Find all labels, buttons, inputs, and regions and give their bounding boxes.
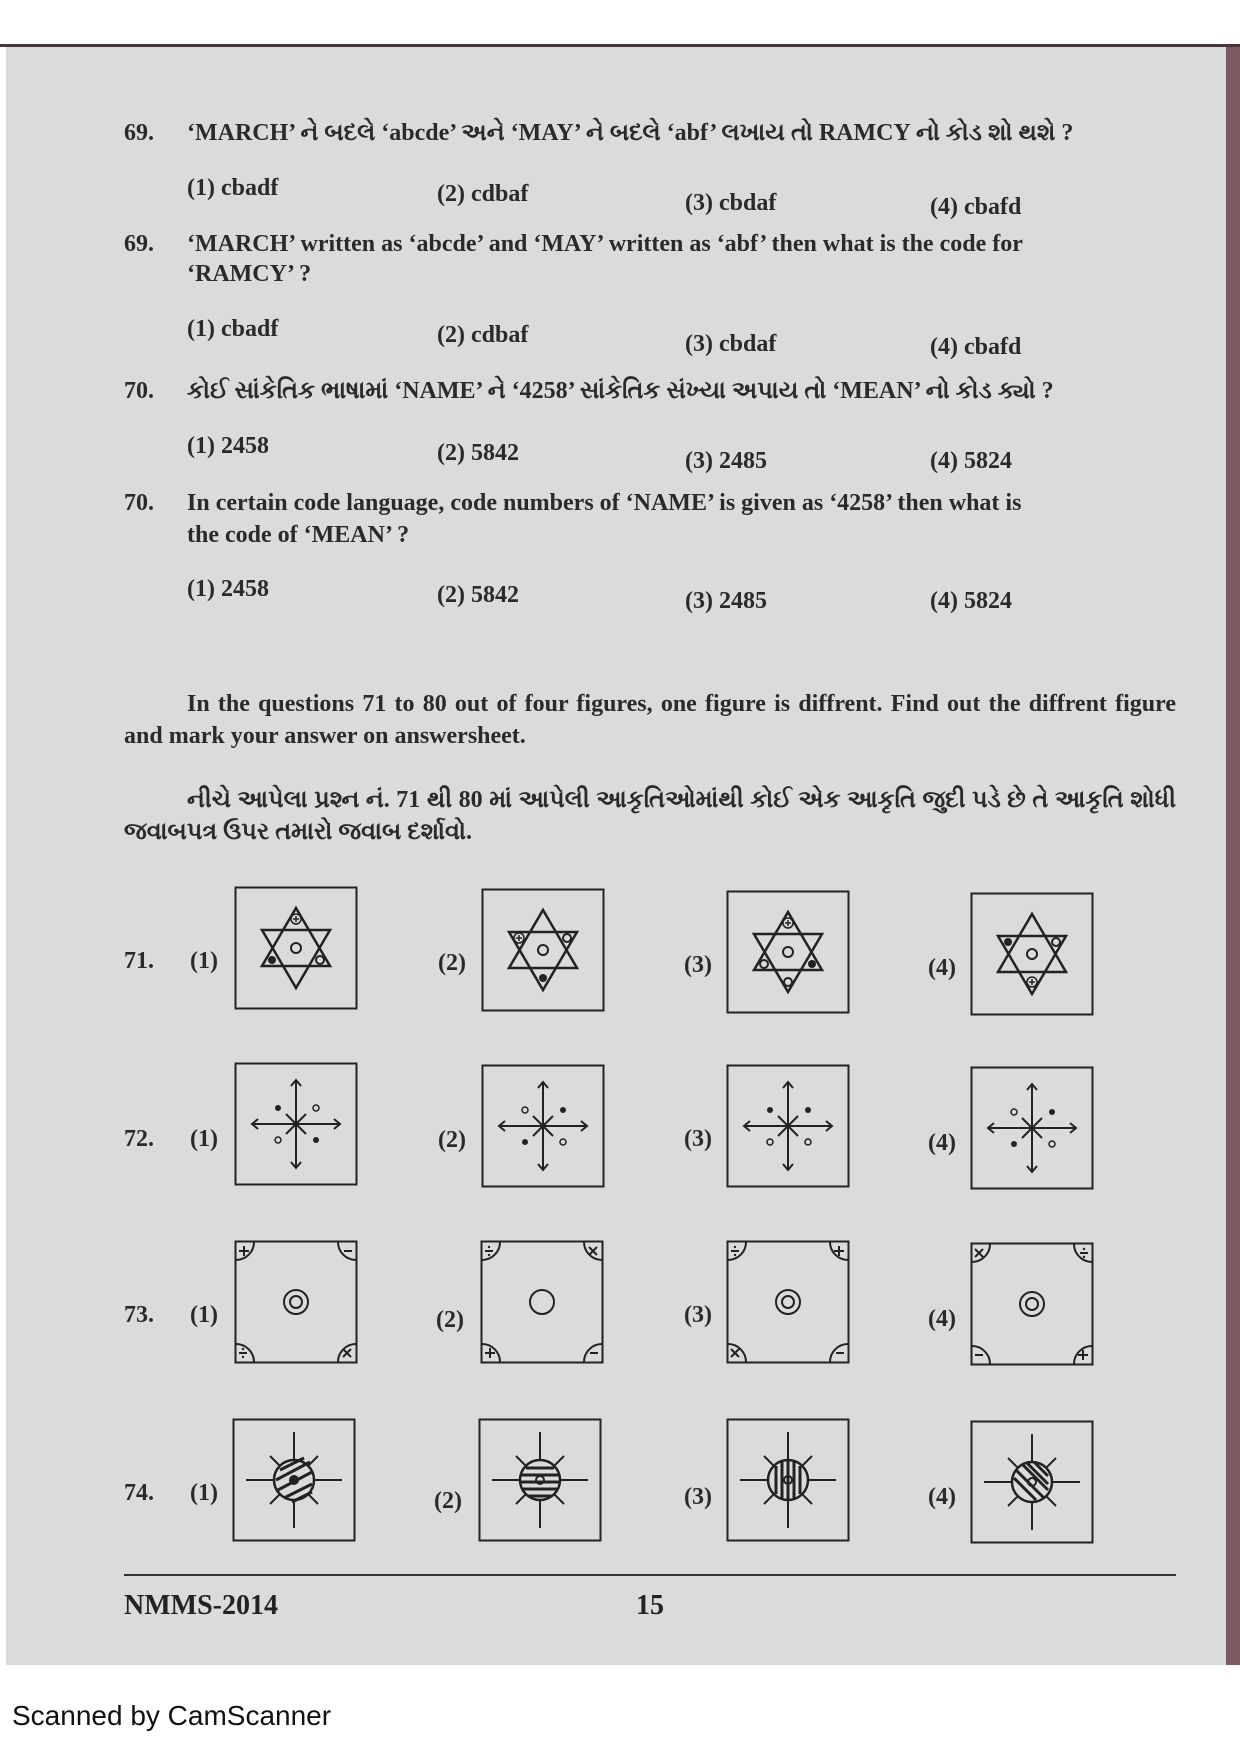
q70-gu-option-3: (3) 2485	[685, 448, 767, 474]
q71-figure-1	[234, 886, 358, 1010]
q70-gu-text: કોઈ સાંકેતિક ભાષામાં ‘NAME’ ને ‘4258’ સાંકેતિક સંખ્યા અપાય તો ‘MEAN’ નો કોડ ક્યો ?	[187, 378, 1054, 404]
q73-figure-2	[480, 1240, 604, 1364]
instructions-gu: નીચે આપેલા પ્રશ્ન નં. 71 થી 80 માં આપેલી આકૃતિઓમાંથી કોઈ એક આકૃતિ જુદી પડે છે તે આકૃતિ શોધી જવાબપત્ર ઉપર તમારો જવાબ દર્શાવો.	[124, 787, 1176, 845]
q74-figure-1	[232, 1418, 356, 1542]
q70-gu-number: 70.	[124, 378, 154, 404]
q72-label-3: (3)	[684, 1126, 712, 1152]
q74-label-4: (4)	[928, 1484, 956, 1510]
q74-figure-3	[726, 1418, 850, 1542]
q70-en-option-2: (2) 5842	[437, 582, 519, 608]
footer-page-number: 15	[636, 1590, 664, 1621]
q74-label-3: (3)	[684, 1484, 712, 1510]
q71-figure-4	[970, 892, 1094, 1016]
q72-label-2: (2)	[438, 1127, 466, 1153]
q69-en-option-4: (4) cbafd	[930, 334, 1022, 360]
q69-gu-option-1: (1) cbadf	[187, 175, 279, 201]
q71-label-1: (1)	[190, 948, 218, 974]
q71-label-3: (3)	[684, 952, 712, 978]
q69-gu-text: ‘MARCH’ ને બદલે ‘abcde’ અને ‘MAY’ ને બદલે ‘abf’ લખાય તો RAMCY નો કોડ શો થશે ?	[187, 120, 1074, 146]
q72-figure-3	[726, 1064, 850, 1188]
q69-en-number: 69.	[124, 231, 154, 257]
q69-en-option-2: (2) cdbaf	[437, 322, 529, 348]
q70-en-option-3: (3) 2485	[685, 588, 767, 614]
q69-gu-option-2: (2) cdbaf	[437, 181, 529, 207]
q74-figure-2	[478, 1418, 602, 1542]
scan-top-band	[0, 0, 1240, 46]
q74-number: 74.	[124, 1480, 154, 1506]
q72-figure-4	[970, 1066, 1094, 1190]
q70-en-option-4: (4) 5824	[930, 588, 1012, 614]
q70-gu-option-1: (1) 2458	[187, 433, 269, 459]
q74-label-1: (1)	[190, 1480, 218, 1506]
scanner-caption: Scanned by CamScanner	[12, 1700, 332, 1731]
q74-figure-4	[970, 1420, 1094, 1544]
q69-en-text-line1: ‘MARCH’ written as ‘abcde’ and ‘MAY’ written as ‘abf’ then what is the code for	[187, 231, 1023, 257]
q71-figure-2	[481, 888, 605, 1012]
q69-en-text-line2: ‘RAMCY’ ?	[187, 261, 312, 287]
q73-figure-1	[234, 1240, 358, 1364]
q73-label-1: (1)	[190, 1302, 218, 1328]
q72-figure-1	[234, 1062, 358, 1186]
q71-number: 71.	[124, 948, 154, 974]
q70-gu-option-4: (4) 5824	[930, 448, 1012, 474]
q73-label-3: (3)	[684, 1302, 712, 1328]
q69-gu-option-4: (4) cbafd	[930, 194, 1022, 220]
q72-figure-2	[481, 1064, 605, 1188]
q70-en-text-line1: In certain code language, code numbers of ‘NAME’ is given as ‘4258’ then what is	[187, 490, 1022, 516]
q71-label-4: (4)	[928, 955, 956, 981]
q73-figure-4	[970, 1242, 1094, 1366]
paper-top-edge	[0, 44, 1240, 47]
q73-figure-3	[726, 1240, 850, 1364]
q73-label-4: (4)	[928, 1306, 956, 1332]
q70-en-option-1: (1) 2458	[187, 576, 269, 602]
q71-label-2: (2)	[438, 950, 466, 976]
q70-en-number: 70.	[124, 490, 154, 516]
q69-gu-number: 69.	[124, 120, 154, 146]
q73-number: 73.	[124, 1302, 154, 1328]
q69-en-option-3: (3) cbdaf	[685, 331, 777, 357]
q73-label-2: (2)	[436, 1307, 464, 1333]
q72-number: 72.	[124, 1126, 154, 1152]
q72-label-1: (1)	[190, 1126, 218, 1152]
q72-label-4: (4)	[928, 1130, 956, 1156]
footer-rule	[124, 1574, 1176, 1576]
q69-gu-option-3: (3) cbdaf	[685, 190, 777, 216]
q71-figure-3	[726, 890, 850, 1014]
q69-en-option-1: (1) cbadf	[187, 316, 279, 342]
footer-exam-code: NMMS-2014	[124, 1590, 278, 1621]
q70-en-text-line2: the code of ‘MEAN’ ?	[187, 522, 410, 548]
q70-gu-option-2: (2) 5842	[437, 440, 519, 466]
paper-right-edge	[1226, 47, 1240, 1665]
q74-label-2: (2)	[434, 1488, 462, 1514]
instructions-en: In the questions 71 to 80 out of four figures, one figure is diffrent. Find out the diffrent figure and mark your answer on answersheet.	[124, 691, 1176, 749]
